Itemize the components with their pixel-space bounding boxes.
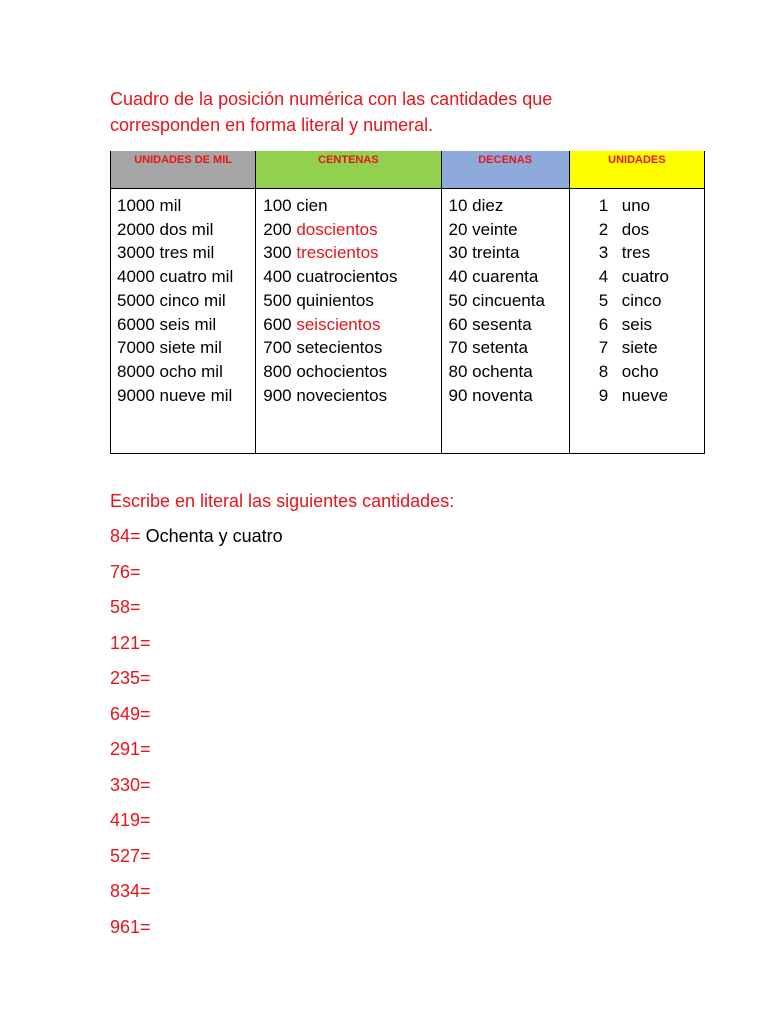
header-unidades: UNIDADES [569, 151, 704, 189]
hundreds-word: novecientos [296, 385, 388, 405]
hundreds-item: 500 quinientos [263, 290, 374, 310]
exercise-answer: Ochenta y cuatro [145, 526, 283, 546]
exercise-number: 527= [110, 845, 151, 866]
hundreds-item: 900 novecientos [263, 385, 388, 405]
exercise-row [110, 523, 670, 559]
exercise-row [110, 701, 670, 737]
exercise-number: 121= [110, 632, 151, 653]
exercise-section [110, 488, 670, 949]
hundreds-item: 300 trescientos [263, 243, 379, 263]
tens-item: 60 sesenta [448, 314, 532, 334]
exercise-row [110, 665, 670, 701]
thousands-item: 7000 siete mil [117, 338, 222, 358]
hundreds-word-highlighted: seiscientos [296, 314, 381, 334]
hundreds-item: 600 seiscientos [263, 314, 381, 334]
exercise-number: 291= [110, 739, 151, 759]
column-decenas [441, 189, 569, 454]
title-line-1: Cuadro de la posición numérica con las cantidades que [110, 89, 553, 109]
hundreds-item: 100 cien [263, 196, 328, 215]
tens-item: 50 cincuenta [448, 290, 545, 310]
exercise-number: 961= [110, 916, 151, 937]
tens-item: 80 ochenta [448, 361, 533, 381]
tens-item: 20 veinte [448, 219, 518, 239]
hundreds-word: ochocientos [296, 361, 388, 381]
thousands-item: 2000 dos mil [117, 219, 214, 239]
header-decenas: DECENAS [441, 151, 569, 189]
table-header-row [111, 151, 705, 189]
exercise-title: Escribe en literal las siguientes cantidades: [110, 491, 455, 511]
exercise-number: 58= [110, 597, 141, 617]
exercise-row [110, 843, 670, 879]
hundreds-item: 800 ochocientos [263, 361, 388, 381]
thousands-item: 8000 ocho mil [117, 361, 223, 381]
exercise-number: 330= [110, 774, 151, 795]
page-title [110, 86, 630, 138]
tens-item: 10 diez [448, 196, 504, 215]
hundreds-item: 400 cuatrocientos [263, 267, 398, 287]
tens-item: 90 noventa [448, 385, 533, 405]
exercise-row [110, 807, 670, 843]
place-value-table [110, 151, 705, 454]
tens-item: 40 cuarenta [448, 267, 539, 287]
hundreds-word: cuatrocientos [296, 267, 398, 287]
exercise-number: 649= [110, 703, 151, 724]
column-unidades [569, 189, 704, 454]
exercise-row [110, 772, 670, 808]
units-item: 4 cuatro [598, 267, 669, 287]
thousands-item: 9000 nueve mil [117, 385, 233, 405]
units-item: 9 nueve [598, 385, 669, 405]
hundreds-item: 700 setecientos [263, 338, 383, 358]
column-centenas [256, 189, 441, 454]
thousands-item: 3000 tres mil [117, 243, 215, 263]
units-item: 2 dos [598, 219, 650, 239]
units-item: 7 siete [598, 338, 658, 358]
thousands-item: 1000 mil [117, 196, 182, 215]
table-body-row [111, 189, 705, 454]
exercise-number: 84= [110, 526, 141, 546]
exercise-number: 834= [110, 881, 151, 901]
header-unidades-de-mil: UNIDADES DE MIL [111, 151, 256, 189]
hundreds-word: setecientos [296, 338, 383, 358]
hundreds-item: 200 doscientos [263, 219, 378, 239]
header-centenas: CENTENAS [256, 151, 441, 189]
exercise-row [110, 559, 670, 595]
tens-item: 30 treinta [448, 243, 520, 263]
exercise-number: 235= [110, 668, 151, 688]
units-item: 6 seis [598, 314, 652, 334]
thousands-item: 5000 cinco mil [117, 290, 226, 310]
exercise-number: 419= [110, 810, 151, 830]
exercise-row [110, 594, 670, 630]
column-unidades-de-mil [111, 189, 256, 454]
tens-item: 70 setenta [448, 338, 528, 358]
hundreds-word: quinientos [296, 290, 374, 310]
exercise-row [110, 914, 670, 950]
title-line-2: corresponden en forma literal y numeral. [110, 115, 434, 135]
thousands-item: 4000 cuatro mil [117, 267, 234, 287]
thousands-item: 6000 seis mil [117, 314, 217, 334]
exercise-number: 76= [110, 561, 141, 582]
hundreds-word-highlighted: doscientos [296, 219, 378, 239]
units-item: 3 tres [598, 243, 651, 263]
units-item: 8 ocho [598, 361, 659, 381]
hundreds-word: cien [296, 196, 328, 215]
exercise-row [110, 630, 670, 666]
hundreds-word-highlighted: trescientos [296, 243, 379, 263]
exercise-row [110, 878, 670, 914]
units-item: 5 cinco [598, 290, 662, 310]
units-item: 1 uno [598, 196, 651, 215]
exercise-row [110, 736, 670, 772]
